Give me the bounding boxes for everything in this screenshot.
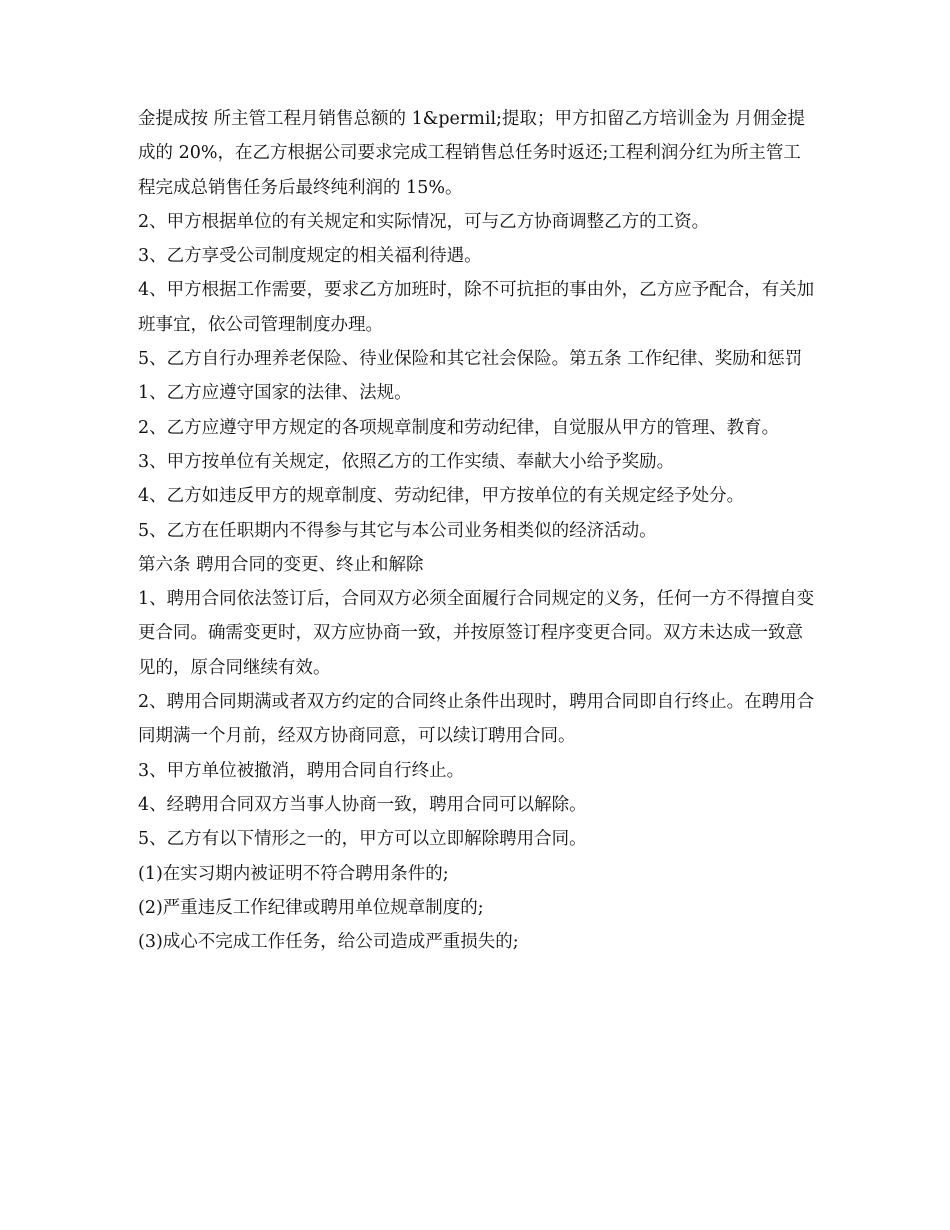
- list-item-probation: (1)在实习期内被证明不符合聘用条件的;: [138, 863, 449, 884]
- paragraph-obey-rules: 2、乙方应遵守甲方规定的各项规章制度和劳动纪律，自觉服从甲方的管理、教育。: [138, 417, 780, 438]
- paragraph-no-competition: 5、乙方在任职期内不得参与其它与本公司业务相类似的经济活动。: [138, 520, 657, 541]
- paragraph-unit-dissolved: 3、甲方单位被撤消，聘用合同自行终止。: [138, 760, 465, 781]
- paragraph-contract-expiry: 2、聘用合同期满或者双方约定的合同终止条件出现时，聘用合同即自行终止。在聘用合同期满一个月前，经双方协商同意，可以续订聘用合同。: [138, 692, 815, 747]
- paragraph-obey-law: 1、乙方应遵守国家的法律、法规。: [138, 383, 412, 404]
- paragraph-commission: 金提成按 所主管工程月销售总额的 1&permil;提取；甲方扣留乙方培训金为 月佣金提成的 20%，在乙方根据公司要求完成工程销售总任务时返还;工程利润分红为所主管工程完成总销售任务后最终纯利润的 15%。: [138, 109, 806, 198]
- paragraph-punishment: 4、乙方如违反甲方的规章制度、劳动纪律，甲方按单位的有关规定经予处分。: [138, 486, 745, 507]
- paragraph-salary-adjustment: 2、甲方根据单位的有关规定和实际情况，可与乙方协商调整乙方的工资。: [138, 211, 710, 232]
- paragraph-insurance: 5、乙方自行办理养老保险、待业保险和其它社会保险。第五条 工作纪律、奖励和惩罚: [138, 349, 803, 370]
- paragraph-mutual-termination: 4、经聘用合同双方当事人协商一致，聘用合同可以解除。: [138, 794, 587, 815]
- paragraph-overtime: 4、甲方根据工作需要，要求乙方加班时，除不可抗拒的事由外，乙方应予配合，有关加班事宜，依公司管理制度办理。: [138, 280, 815, 335]
- list-item-deliberate-failure: (3)成心不完成工作任务，给公司造成严重损失的;: [138, 932, 519, 953]
- paragraph-immediate-termination: 5、乙方有以下情形之一的，甲方可以立即解除聘用合同。: [138, 829, 587, 850]
- paragraph-welfare: 3、乙方享受公司制度规定的相关福利待遇。: [138, 246, 482, 267]
- document-body: [138, 102, 818, 959]
- paragraph-reward: 3、甲方按单位有关规定，依照乙方的工作实绩、奉献大小给予奖励。: [138, 451, 675, 472]
- list-item-serious-violation: (2)严重违反工作纪律或聘用单位规章制度的;: [138, 897, 484, 918]
- paragraph-contract-change: 1、聘用合同依法签订后，合同双方必须全面履行合同规定的义务，任何一方不得擅自变更合同。确需变更时，双方应协商一致，并按原签订程序变更合同。双方未达成一致意见的，原合同继续有效。: [138, 589, 815, 678]
- section-heading-article-6: 第六条 聘用合同的变更、终止和解除: [138, 554, 424, 575]
